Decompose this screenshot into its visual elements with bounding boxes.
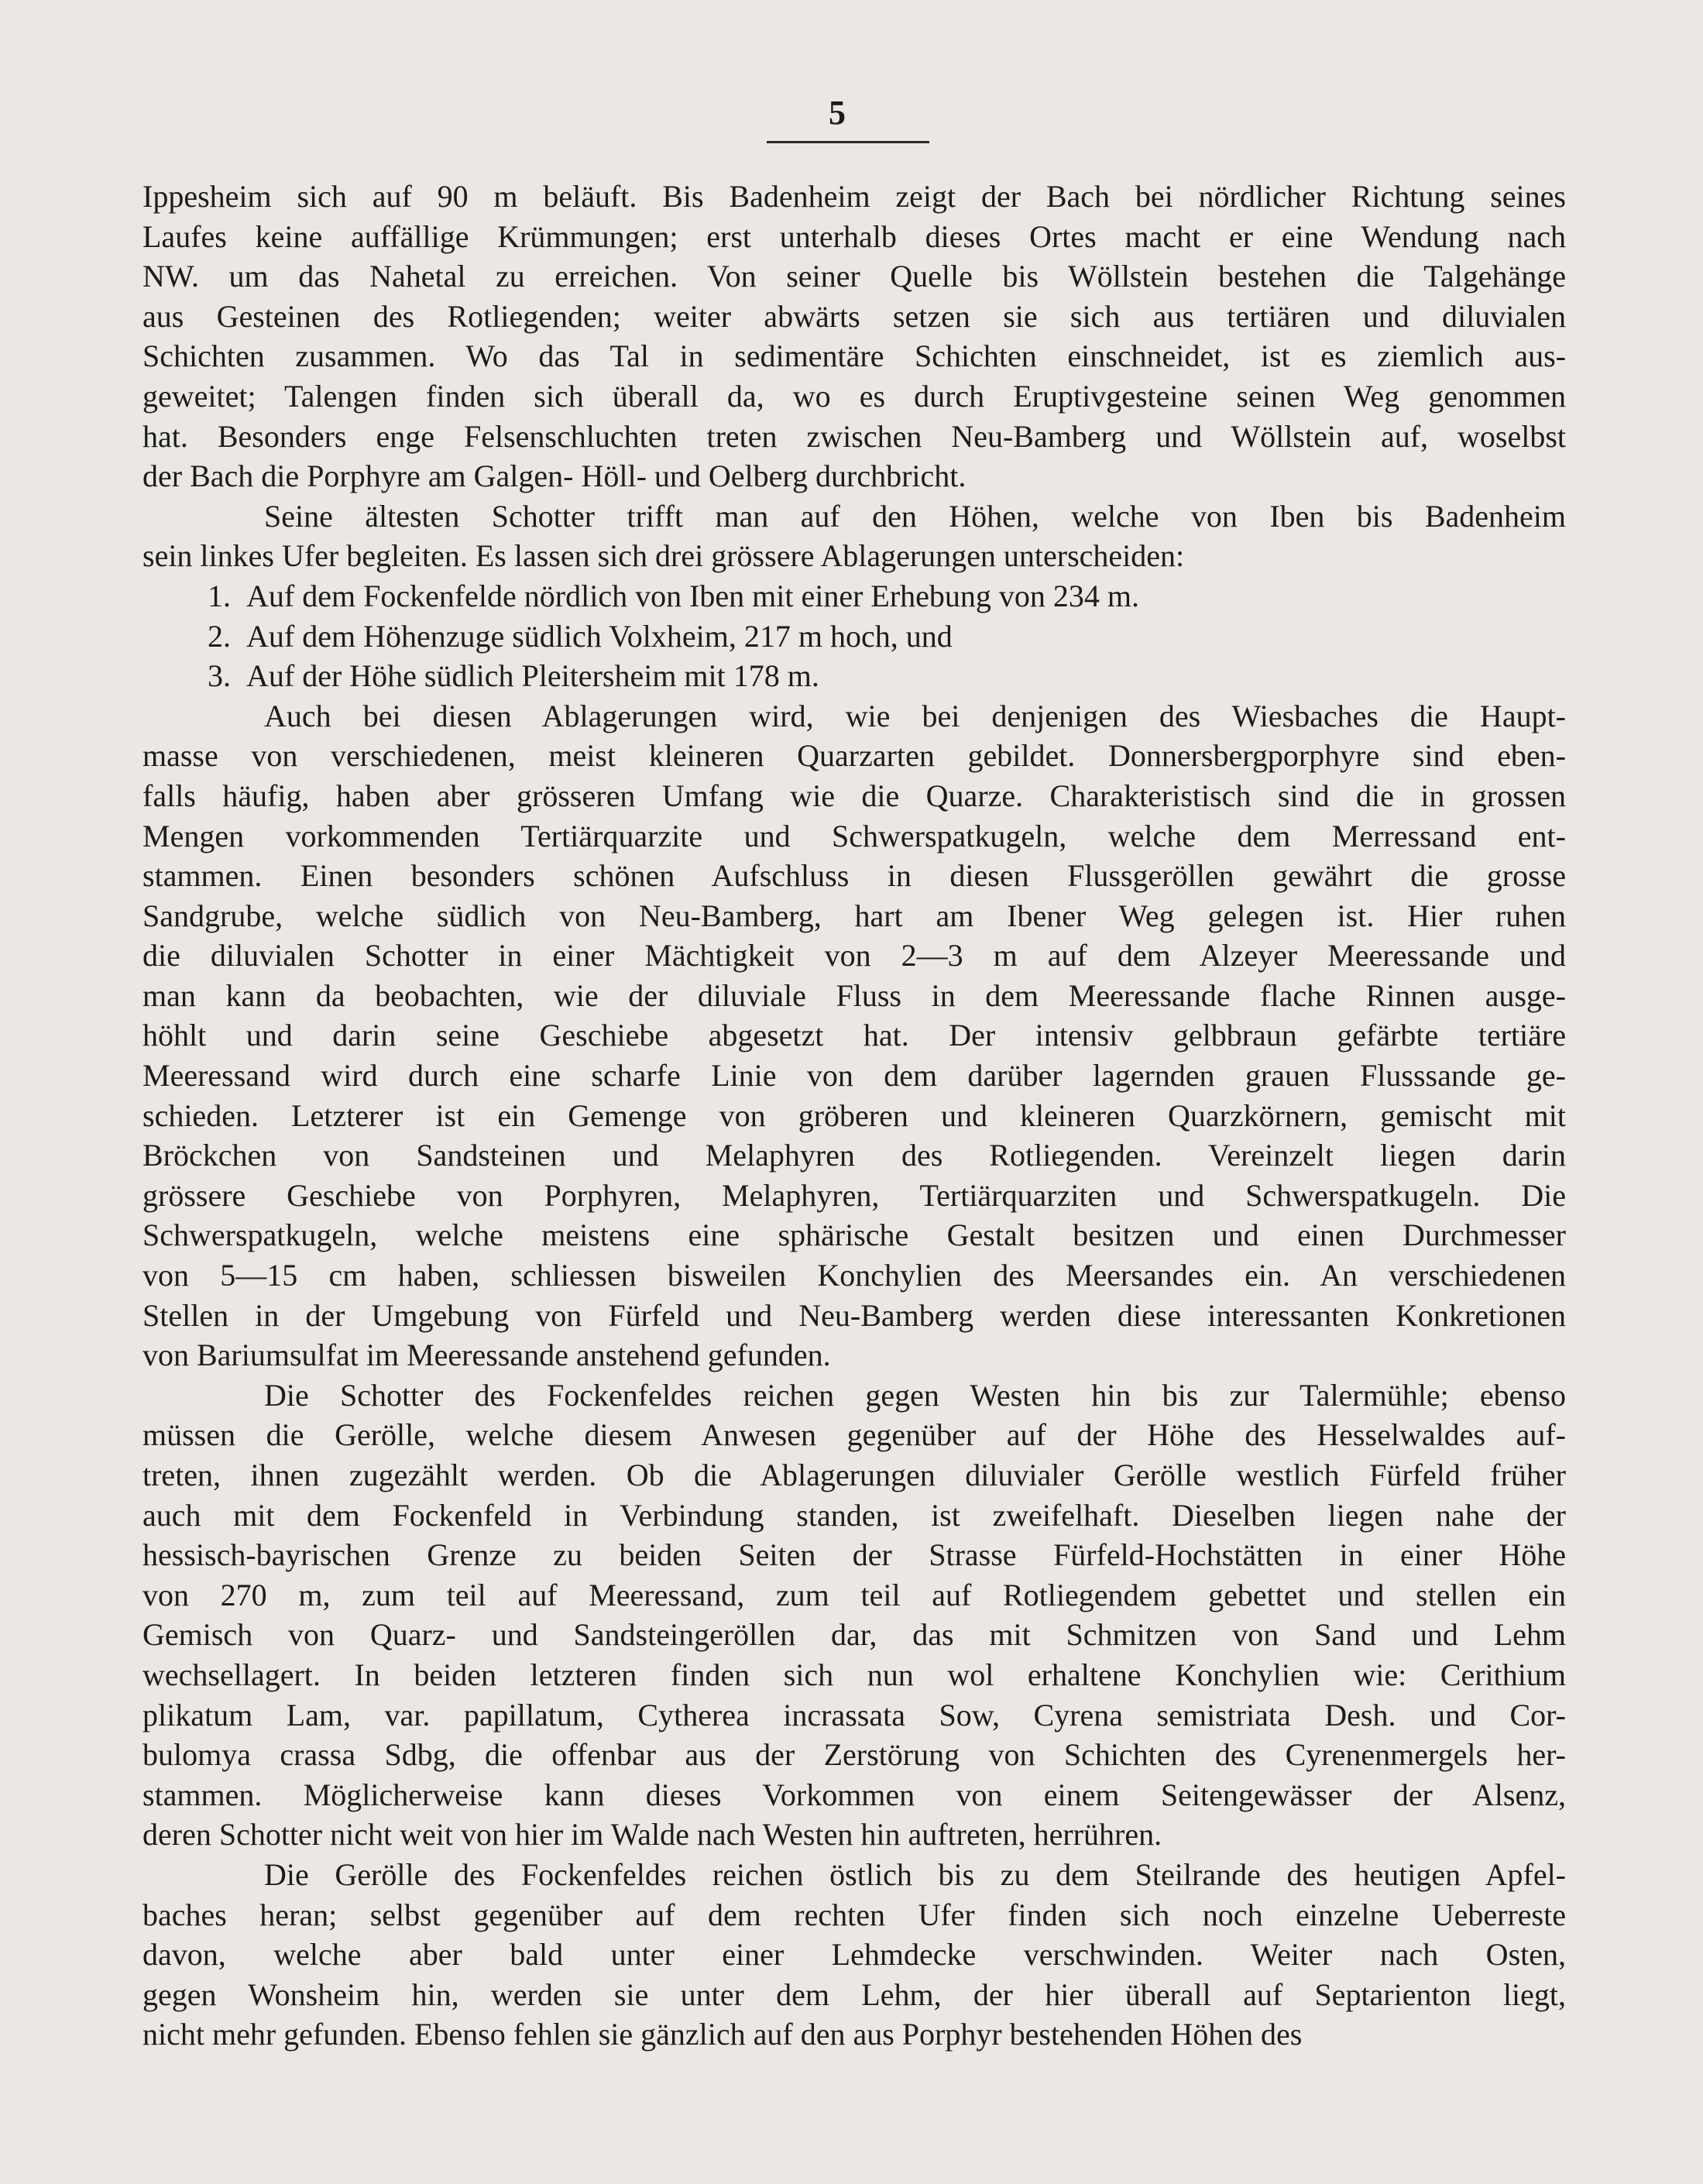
list-item (142, 576, 1566, 616)
list-text: Auf dem Höhenzuge südlich Volxheim, 217 m hoch, und (246, 618, 953, 654)
text-line: man kann da beobachten, wie der diluviale Fluss in dem Meeressande flache Rinnen ausge- (142, 977, 1566, 1013)
text-line: sein linkes Ufer begleiten. Es lassen sich drei grössere Ablagerungen unterscheiden: (142, 538, 1185, 574)
list-text: Auf dem Fockenfelde nördlich von Iben mit einer Erhebung von 234 m. (246, 578, 1140, 613)
text-line: Die Schotter des Fockenfeldes reichen gegen Westen hin bis zur Talermühle; ebenso (264, 1377, 1566, 1413)
text-line: grössere Geschiebe von Porphyren, Melaphyren, Tertiärquarziten und Schwerspatkugeln. Die (142, 1177, 1566, 1213)
text-line: auch mit dem Fockenfeld in Verbindung standen, ist zweifelhaft. Dieselben liegen nahe der (142, 1497, 1566, 1533)
text-line: Meeressand wird durch eine scharfe Linie von dem darüber lagernden grauen Flusssande ge- (142, 1058, 1566, 1094)
text-line: hat. Besonders enge Felsenschluchten treten zwischen Neu-Bamberg und Wöllstein auf, woselbst (142, 418, 1566, 454)
text-line: hessisch-bayrischen Grenze zu beiden Seiten der Strasse Fürfeld-Hochstätten in einer Höhe (142, 1537, 1566, 1573)
text-line: von Bariumsulfat im Meeressande anstehend gefunden. (142, 1338, 831, 1373)
text-line: Gemisch von Quarz- und Sandsteingeröllen dar, das mit Schmitzen von Sand und Lehm (142, 1617, 1566, 1653)
text-line: nicht mehr gefunden. Ebenso fehlen sie gänzlich auf den aus Porphyr bestehenden Höhen des (142, 2017, 1303, 2052)
text-line: Sandgrube, welche südlich von Neu-Bamberg, hart am Ibener Weg gelegen ist. Hier ruhen (142, 898, 1566, 933)
list-number: 1. (208, 578, 231, 613)
text-line: bulomya crassa Sdbg, die offenbar aus der Zerstörung von Schichten des Cyrenenmergels her- (142, 1737, 1566, 1773)
text-line: Auch bei diesen Ablagerungen wird, wie bei denjenigen des Wiesbaches die Haupt- (264, 698, 1566, 733)
text-line: stammen. Einen besonders schönen Aufschluss in diesen Flussgeröllen gewährt die grosse (142, 858, 1566, 894)
text-line: Mengen vorkommenden Tertiärquarzite und Schwerspatkugeln, welche dem Merressand ent- (142, 818, 1566, 853)
text-line: deren Schotter nicht weit von hier im Walde nach Westen hin auftreten, herrühren. (142, 1817, 1162, 1853)
text-line: Ippesheim sich auf 90 m beläuft. Bis Badenheim zeigt der Bach bei nördlicher Richtung seines (142, 179, 1566, 214)
text-line: masse von verschiedenen, meist kleineren Quarzarten gebildet. Donnersbergporphyre sind eben- (142, 738, 1566, 774)
text-line: die diluvialen Schotter in einer Mächtigkeit von 2—3 m auf dem Alzeyer Meeressande und (142, 938, 1566, 974)
text-line: baches heran; selbst gegenüber auf dem rechten Ufer finden sich noch einzelne Ueberreste (142, 1897, 1566, 1932)
text-line: treten, ihnen zugezählt werden. Ob die Ablagerungen diluvialer Gerölle westlich Fürfeld früher (142, 1458, 1566, 1492)
text-line: stammen. Möglicherweise kann dieses Vorkommen von einem Seitengewässer der Alsenz, (142, 1777, 1566, 1812)
text-line: gegen Wonsheim hin, werden sie unter dem Lehm, der hier überall auf Septarienton liegt, (142, 1976, 1566, 2012)
text-line: schieden. Letzterer ist ein Gemenge von gröberen und kleineren Quarzkörnern, gemischt mit (142, 1097, 1566, 1133)
list-text: Auf der Höhe südlich Pleitersheim mit 178 m. (246, 658, 819, 694)
text-line: plikatum Lam, var. papillatum, Cytherea incrassata Sow, Cyrena semistriata Desh. und Cor- (142, 1697, 1566, 1732)
text-line: NW. um das Nahetal zu erreichen. Von seiner Quelle bis Wöllstein bestehen die Talgehänge (142, 259, 1566, 294)
text-line: der Bach die Porphyre am Galgen- Höll- und Oelberg durchbricht. (142, 458, 967, 494)
text-line: von 5—15 cm haben, schliessen bisweilen Konchylien des Meersandes ein. An verschiedenen (142, 1258, 1566, 1293)
text-line: Laufes keine auffällige Krümmungen; erst unterhalb dieses Ortes macht er eine Wendung nach (142, 218, 1566, 254)
text-line: davon, welche aber bald unter einer Lehmdecke verschwinden. Weiter nach Osten, (142, 1937, 1566, 1973)
text-line: müssen die Gerölle, welche diesem Anwesen gegenüber auf der Höhe des Hesselwaldes auf- (142, 1417, 1566, 1453)
text-line: Die Gerölle des Fockenfeldes reichen östlich bis zu dem Steilrande des heutigen Apfel- (264, 1856, 1566, 1892)
list-item (142, 616, 1566, 657)
text-line: Schichten zusammen. Wo das Tal in sedimentäre Schichten einschneidet, ist es ziemlich aus- (142, 338, 1566, 374)
text-line: von 270 m, zum teil auf Meeressand, zum teil auf Rotliegendem gebettet und stellen ein (142, 1577, 1566, 1612)
text-line: wechsellagert. In beiden letzteren finden sich nun wol erhaltene Konchylien wie: Cerithium (142, 1657, 1566, 1692)
body-text (142, 177, 1566, 2055)
text-line: falls häufig, haben aber grösseren Umfang wie die Quarze. Charakteristisch sind die in grossen (142, 778, 1566, 813)
text-line: geweitet; Talengen finden sich überall da, wo es durch Eruptivgesteine seinen Weg genommen (142, 378, 1566, 414)
list-number: 2. (208, 618, 231, 654)
text-line: Seine ältesten Schotter trifft man auf den Höhen, welche von Iben bis Badenheim (264, 498, 1566, 534)
page-number: 5 (829, 94, 846, 132)
text-line: höhlt und darin seine Geschiebe abgesetzt hat. Der intensiv gelbbraun gefärbte tertiäre (142, 1018, 1566, 1053)
text-line: Schwerspatkugeln, welche meistens eine sphärische Gestalt besitzen und einen Durchmesser (142, 1217, 1566, 1253)
list-number: 3. (208, 658, 231, 694)
text-line: aus Gesteinen des Rotliegenden; weiter abwärts setzen sie sich aus tertiären und diluvialen (142, 298, 1566, 334)
text-line: Stellen in der Umgebung von Fürfeld und Neu-Bamberg werden diese interessanten Konkretionen (142, 1297, 1566, 1333)
list-item (142, 656, 1566, 696)
header-rule (767, 141, 929, 143)
text-line: Bröckchen von Sandsteinen und Melaphyren des Rotliegenden. Vereinzelt liegen darin (142, 1138, 1566, 1173)
